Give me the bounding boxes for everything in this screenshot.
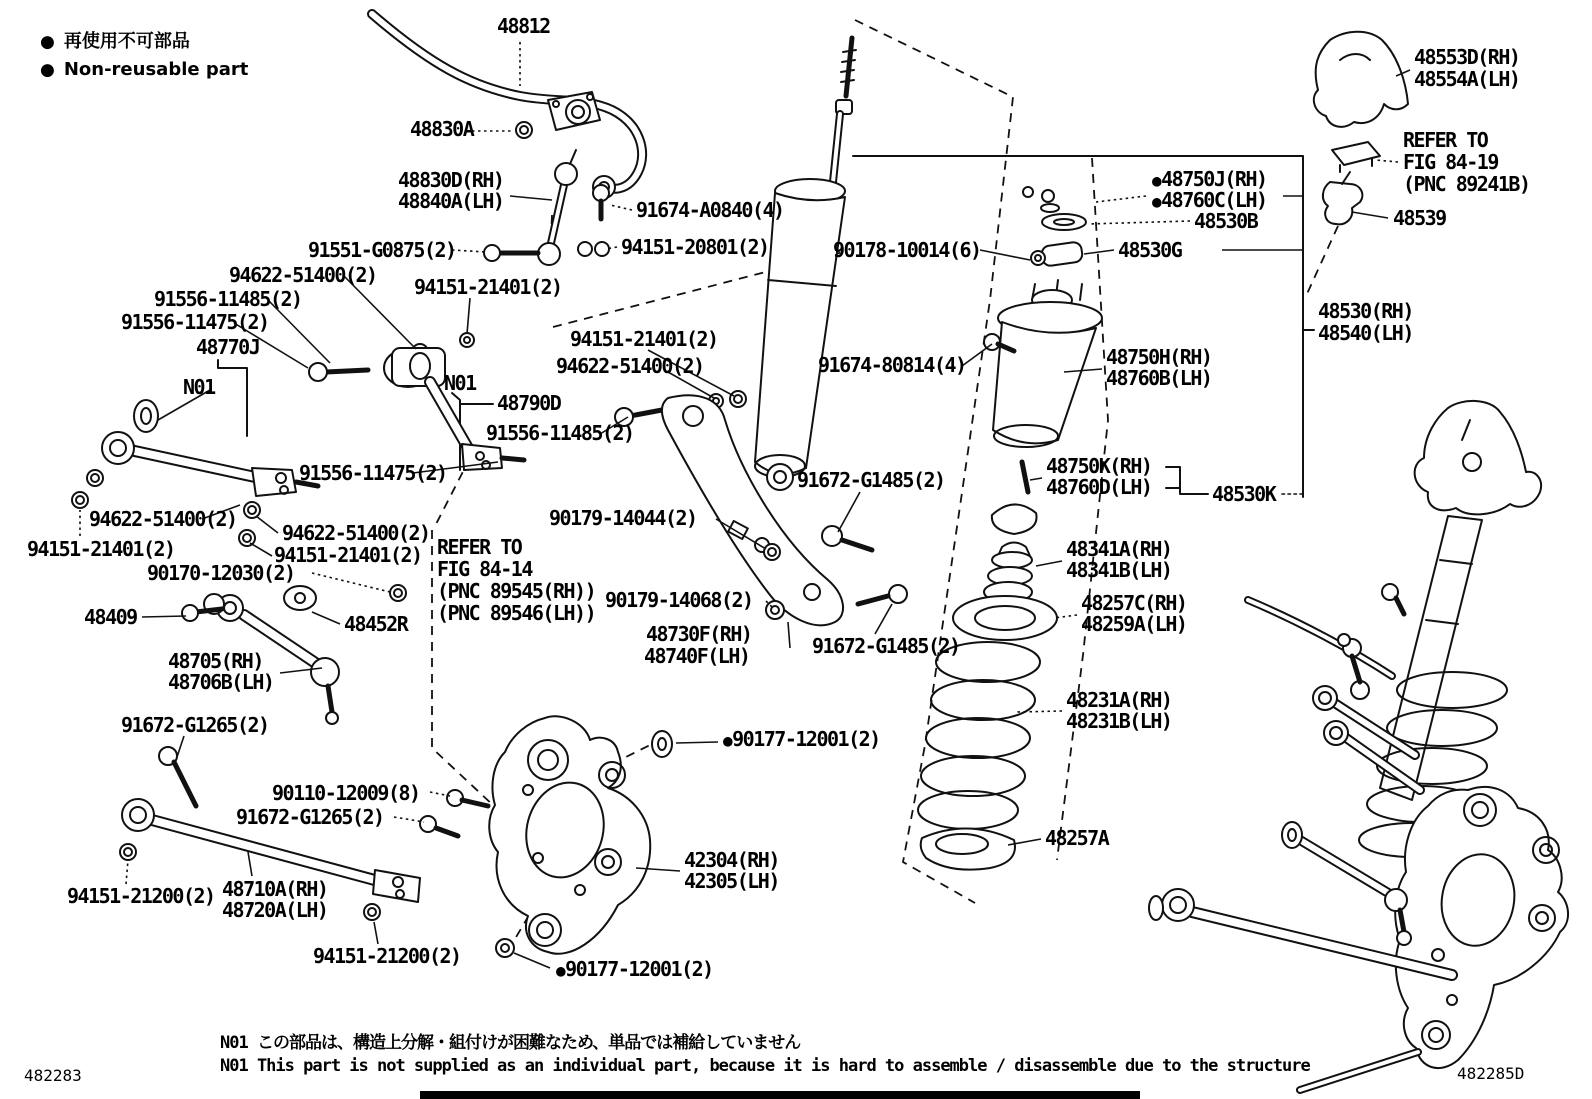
part-48740F-lh: [644, 646, 749, 667]
part-number-text: 94622-51400(2): [229, 263, 377, 287]
part-94622-51400-b: [556, 356, 704, 377]
part-42305-lh: [684, 871, 779, 892]
part-number-text: 48540(LH): [1318, 321, 1413, 345]
part-number-text: 94151-21401(2): [274, 543, 422, 567]
part-48830A: [410, 119, 473, 140]
part-number-text: 48706B(LH): [168, 670, 274, 694]
part-48341A-rh: [1066, 539, 1171, 560]
part-number-text: 94151-21401(2): [414, 275, 562, 299]
part-number-text: 91556-11475(2): [121, 310, 269, 334]
part-number-text: FIG 84-14: [437, 557, 532, 581]
part-48706B-lh: [168, 672, 273, 693]
part-90179-14068: [605, 590, 753, 611]
part-number-text: 94622-51400(2): [282, 521, 430, 545]
part-number-text: 90179-14044(2): [549, 506, 697, 530]
bottom-bar: [420, 1091, 1140, 1099]
part-number-text: 48409: [84, 605, 137, 629]
part-number-text: 94151-21200(2): [313, 944, 461, 968]
part-90177-12001-b: [556, 959, 713, 981]
part-94151-21200-b: [313, 946, 461, 967]
refer-fig-84-14-line1: [437, 537, 521, 558]
refer-fig-84-19-line1: [1403, 130, 1487, 151]
part-48705-rh: [168, 651, 263, 672]
part-94622-51400-d: [282, 523, 430, 544]
part-94622-51400-a: [229, 265, 377, 286]
part-48553D-rh: [1414, 47, 1519, 68]
legend-text-en: Non-reusable part: [63, 59, 249, 80]
part-N01-b: [444, 373, 476, 394]
part-48830D-rh: [398, 170, 503, 191]
part-number-text: 48231B(LH): [1066, 709, 1172, 733]
part-number-text: 48231A(RH): [1066, 688, 1172, 712]
part-number-text: 91556-11475(2): [299, 461, 447, 485]
part-94151-21401-b: [570, 329, 718, 350]
part-48231A-rh: [1066, 690, 1171, 711]
part-number-text: 48452R: [344, 612, 408, 636]
part-number-text: 48830D(RH): [398, 168, 504, 192]
part-94151-20801: [621, 237, 769, 258]
non-reusable-dot: ●: [1152, 171, 1161, 190]
part-number-text: 90179-14068(2): [605, 588, 753, 612]
part-number-text: 48760B(LH): [1106, 366, 1212, 390]
part-number-text: 94622-51400(2): [556, 354, 704, 378]
part-number-text: 90178-10014(6): [833, 238, 981, 262]
part-48257A: [1045, 828, 1108, 849]
part-91674-A0840: [636, 200, 784, 221]
part-48840A-lh: [398, 191, 503, 212]
part-number-text: 91551-G0875(2): [308, 238, 456, 262]
part-number-text: 48705(RH): [168, 649, 263, 673]
part-48530K: [1212, 484, 1275, 505]
part-number-text: N01: [183, 375, 215, 399]
part-91672-G1265-a: [121, 715, 269, 736]
part-number-text: 91672-G1485(2): [812, 634, 960, 658]
part-48554A-lh: [1414, 69, 1519, 90]
part-number-text: 91674-80814(4): [818, 353, 966, 377]
part-number-text: 90177-12001(2): [565, 957, 713, 981]
part-number-text: 94151-21401(2): [27, 537, 175, 561]
part-number-text: (PNC 89545(RH)): [437, 579, 596, 603]
part-number-text: 48530K: [1212, 482, 1276, 506]
part-number-text: 48530(RH): [1318, 299, 1413, 323]
part-91556-11475-b: [299, 463, 447, 484]
part-number-text: 90177-12001(2): [732, 727, 880, 751]
part-number-text: 48840A(LH): [398, 189, 504, 213]
part-90179-14044: [549, 508, 697, 529]
part-91672-G1485-a: [797, 470, 945, 491]
part-48720A-lh: [222, 900, 327, 921]
part-number-text: 48341A(RH): [1066, 537, 1172, 561]
refer-fig-84-14-line4: [437, 603, 595, 624]
part-48539: [1393, 208, 1446, 229]
non-reusable-dot: ●: [40, 60, 55, 80]
part-48530G: [1118, 240, 1181, 261]
part-number-text: 48341B(LH): [1066, 558, 1172, 582]
part-number-text: 42305(LH): [684, 869, 779, 893]
refer-fig-84-14-line3: [437, 581, 595, 602]
part-48730F-rh: [646, 624, 751, 645]
part-48750K-rh: [1046, 456, 1151, 477]
part-number-text: 48740F(LH): [644, 644, 750, 668]
part-number-text: 48750K(RH): [1046, 454, 1152, 478]
refer-fig-84-14-line2: [437, 559, 532, 580]
figure-id-left: 482283: [24, 1066, 82, 1085]
part-number-text: 42304(RH): [684, 848, 779, 872]
part-91674-80814: [818, 355, 966, 376]
part-number-text: 48530B: [1194, 209, 1258, 233]
part-48760D-lh: [1046, 477, 1151, 498]
figure-id-right: 482285D: [1457, 1064, 1525, 1083]
part-48231B-lh: [1066, 711, 1171, 732]
part-number-text: 48760C(LH): [1161, 188, 1267, 212]
part-90110-12009: [272, 783, 420, 804]
part-48257C-rh: [1081, 593, 1186, 614]
part-number-text: 48710A(RH): [222, 877, 328, 901]
part-91556-11485-b: [486, 423, 634, 444]
part-number-text: 48257A: [1045, 826, 1109, 850]
part-number-text: 91674-A0840(4): [636, 198, 784, 222]
part-number-text: 48554A(LH): [1414, 67, 1520, 91]
non-reusable-dot: ●: [40, 32, 55, 52]
part-48341B-lh: [1066, 560, 1171, 581]
part-48770J: [196, 337, 259, 358]
part-94151-21401-c: [27, 539, 175, 560]
part-42304-rh: [684, 850, 779, 871]
part-48530-rh: [1318, 301, 1413, 322]
part-number-text: 48257C(RH): [1081, 591, 1187, 615]
part-48409: [84, 607, 137, 628]
part-number-text: 91556-11485(2): [154, 287, 302, 311]
part-48452R: [344, 614, 407, 635]
part-number-text: 48830A: [410, 117, 474, 141]
part-number-text: (PNC 89546(LH)): [437, 601, 596, 625]
part-number-text: 48720A(LH): [222, 898, 328, 922]
part-91556-11475-a: [121, 312, 269, 333]
part-number-text: 48730F(RH): [646, 622, 752, 646]
note-ja: N01 この部品は、構造上分解・組付けが困難なため、単品では補給していません: [220, 1033, 801, 1053]
part-48750H-rh: [1106, 347, 1211, 368]
part-number-text: 91556-11485(2): [486, 421, 634, 445]
part-48530B: [1194, 211, 1257, 232]
part-number-text: 48259A(LH): [1081, 612, 1187, 636]
part-number-text: 90170-12030(2): [147, 561, 295, 585]
note-en: N01 This part is not supplied as an individual part, because it is hard to assemble / disassemble due to the structure: [220, 1056, 1310, 1076]
part-number-text: 91672-G1485(2): [797, 468, 945, 492]
part-number-text: 91672-G1265(2): [236, 805, 384, 829]
part-91556-11485-a: [154, 289, 302, 310]
part-number-text: 94151-21401(2): [570, 327, 718, 351]
part-number-text: 48812: [497, 14, 550, 38]
part-number-text: 48770J: [196, 335, 260, 359]
part-91672-G1265-b: [236, 807, 384, 828]
part-94151-21401-d: [274, 545, 422, 566]
part-number-text: (PNC 89241B): [1403, 172, 1530, 196]
part-48710A-rh: [222, 879, 327, 900]
part-94151-21200-a: [67, 886, 215, 907]
refer-fig-84-19-line3: [1403, 174, 1530, 195]
part-94151-21401-a: [414, 277, 562, 298]
part-number-text: REFER TO: [437, 535, 522, 559]
part-48812: [497, 16, 550, 37]
part-number-text: 91672-G1265(2): [121, 713, 269, 737]
part-number-text: 48750H(RH): [1106, 345, 1212, 369]
part-number-text: 48760D(LH): [1046, 475, 1152, 499]
part-48259A-lh: [1081, 614, 1186, 635]
legend-text-ja: 再使用不可部品: [63, 31, 190, 52]
part-number-text: 94622-51400(2): [89, 507, 237, 531]
part-90170-12030: [147, 563, 295, 584]
part-number-text: 48790D: [497, 391, 561, 415]
refer-fig-84-19-line2: [1403, 152, 1498, 173]
part-number-text: 94151-20801(2): [621, 235, 769, 259]
part-90177-12001-a: [723, 729, 880, 751]
part-48790D: [497, 393, 560, 414]
part-number-text: REFER TO: [1403, 128, 1488, 152]
part-number-text: 48539: [1393, 206, 1446, 230]
part-number-text: N01: [444, 371, 476, 395]
part-91672-G1485-b: [812, 636, 960, 657]
part-number-text: 94151-21200(2): [67, 884, 215, 908]
part-number-text: 48553D(RH): [1414, 45, 1520, 69]
part-number-text: FIG 84-19: [1403, 150, 1498, 174]
part-94622-51400-c: [89, 509, 237, 530]
part-number-text: 48530G: [1118, 238, 1182, 262]
part-N01-a: [183, 377, 215, 398]
non-reusable-dot: ●: [723, 731, 732, 750]
part-number-text: 48750J(RH): [1161, 167, 1267, 191]
part-number-text: 90110-12009(8): [272, 781, 420, 805]
non-reusable-dot: ●: [1152, 192, 1161, 211]
part-48760B-lh: [1106, 368, 1211, 389]
non-reusable-dot: ●: [556, 961, 565, 980]
part-91551-G0875: [308, 240, 456, 261]
part-90178-10014: [833, 240, 981, 261]
part-48540-lh: [1318, 323, 1413, 344]
